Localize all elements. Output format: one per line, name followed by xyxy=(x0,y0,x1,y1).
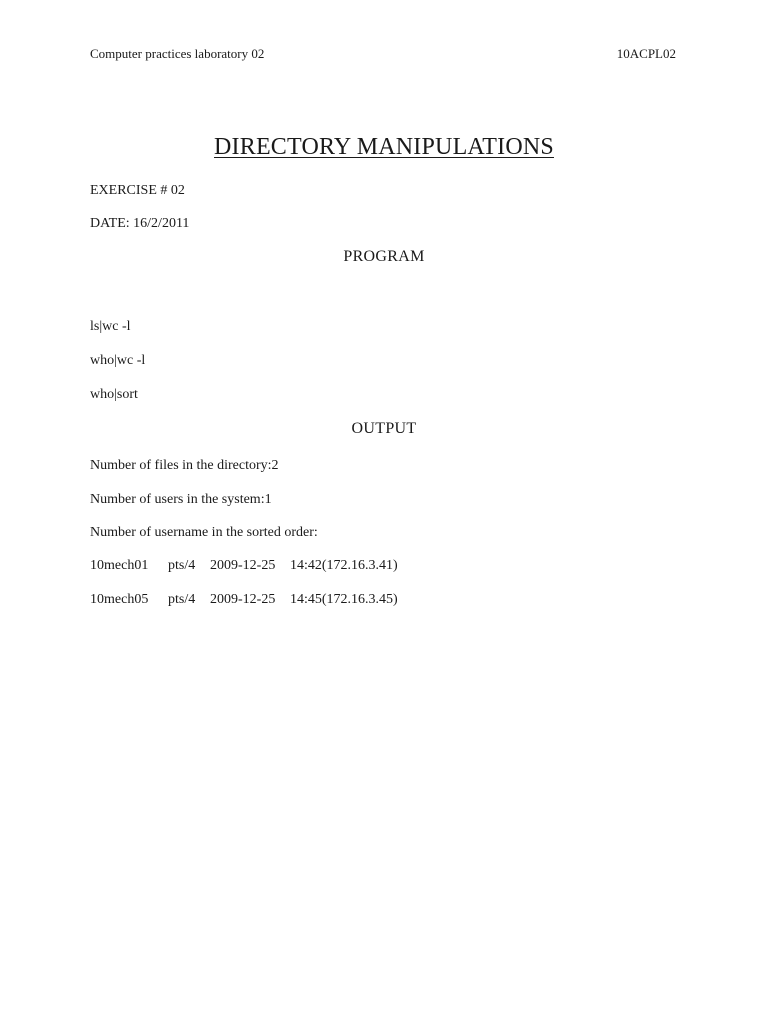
session-tty: pts/4 xyxy=(168,558,196,573)
page-title: DIRECTORY MANIPULATIONS xyxy=(214,134,554,160)
program-heading: PROGRAM xyxy=(343,248,425,265)
session-date: 2009-12-25 xyxy=(210,592,276,607)
output-line: Number of files in the directory:2 xyxy=(90,458,279,473)
exercise-number: EXERCISE # 02 xyxy=(90,183,185,198)
session-time: 14:45(172.16.3.45) xyxy=(290,592,398,607)
session-user: 10mech05 xyxy=(90,592,149,607)
output-line: Number of users in the system:1 xyxy=(90,492,272,507)
program-line: ls|wc -l xyxy=(90,319,131,334)
header-course-title: Computer practices laboratory 02 xyxy=(90,46,265,61)
session-user: 10mech01 xyxy=(90,558,149,573)
session-tty: pts/4 xyxy=(168,592,196,607)
program-line: who|wc -l xyxy=(90,353,146,368)
exercise-date: DATE: 16/2/2011 xyxy=(90,216,190,231)
session-date: 2009-12-25 xyxy=(210,558,276,573)
session-time: 14:42(172.16.3.41) xyxy=(290,558,398,573)
output-heading: OUTPUT xyxy=(351,420,417,437)
program-line: who|sort xyxy=(90,387,138,402)
output-line: Number of username in the sorted order: xyxy=(90,525,318,540)
header-course-code: 10ACPL02 xyxy=(616,46,676,61)
